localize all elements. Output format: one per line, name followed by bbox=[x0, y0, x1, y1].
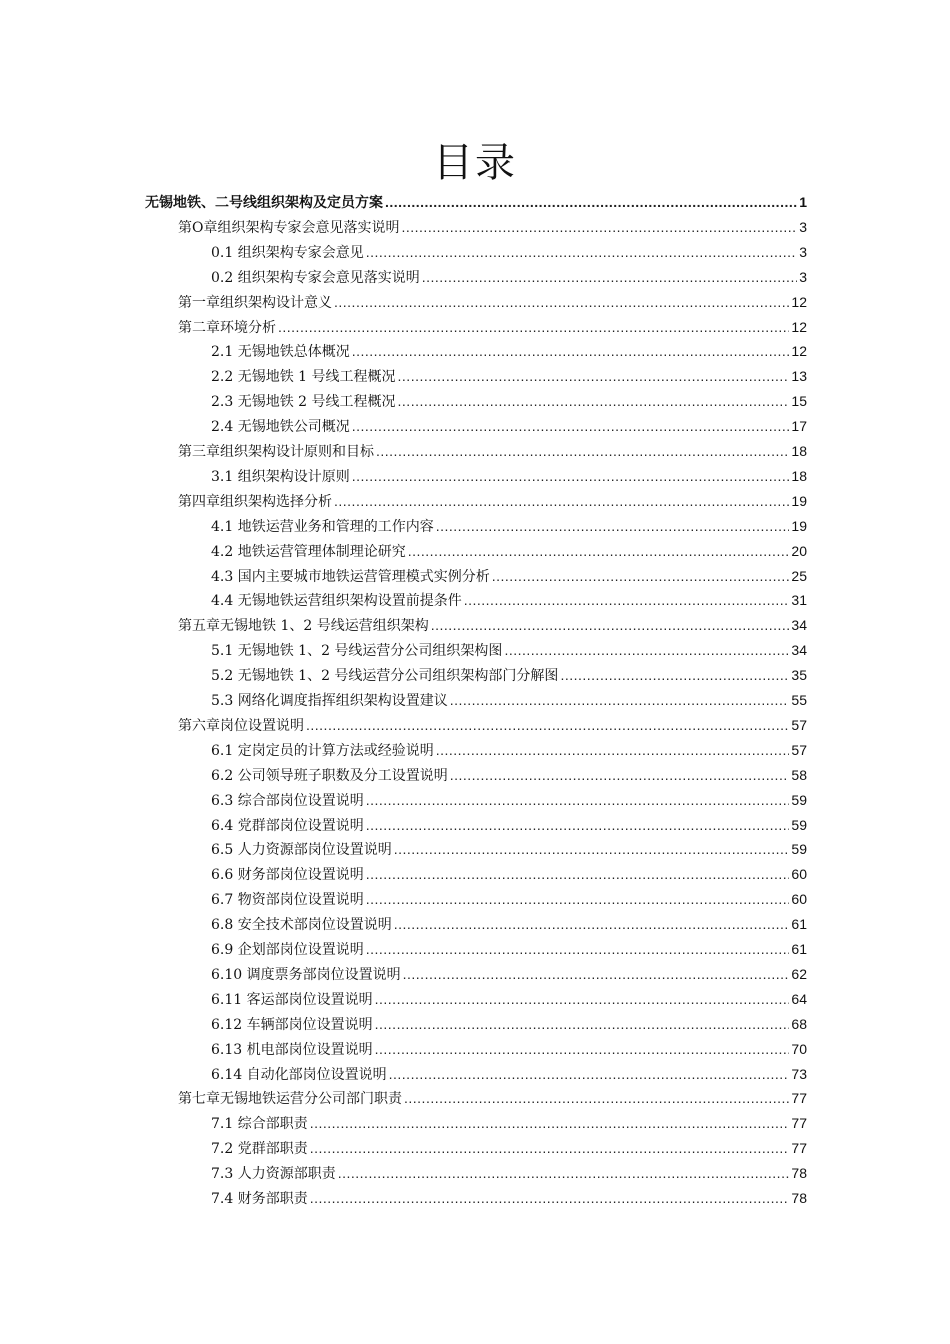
dot-leader bbox=[403, 962, 790, 986]
toc-entry[interactable] bbox=[178, 713, 807, 737]
toc-entry-label: 6.2 公司领导班子职数及分工设置说明 bbox=[211, 767, 448, 784]
toc-entry[interactable] bbox=[211, 564, 807, 588]
toc-entry[interactable] bbox=[145, 190, 807, 214]
dot-leader bbox=[394, 837, 790, 861]
dot-leader bbox=[375, 987, 790, 1011]
toc-entry[interactable] bbox=[178, 613, 807, 637]
toc-entry-label: 2.4 无锡地铁公司概况 bbox=[211, 419, 350, 436]
toc-entry[interactable] bbox=[211, 862, 807, 886]
toc-entry-label: 4.1 地铁运营业务和管理的工作内容 bbox=[211, 518, 434, 535]
toc-entry-page-number: 59 bbox=[791, 816, 807, 833]
toc-entry[interactable] bbox=[178, 215, 807, 239]
toc-entry[interactable] bbox=[211, 1062, 807, 1086]
toc-entry-page-number: 25 bbox=[791, 567, 807, 584]
toc-entry-label: 6.4 党群部岗位设置说明 bbox=[211, 817, 364, 834]
toc-entry-page-number: 17 bbox=[791, 418, 807, 435]
dot-leader bbox=[310, 1136, 790, 1160]
toc-entry-label: 6.14 自动化部岗位设置说明 bbox=[211, 1066, 387, 1083]
toc-entry[interactable] bbox=[178, 489, 807, 513]
toc-entry-label: 6.1 定岗定员的计算方法或经验说明 bbox=[211, 742, 434, 759]
toc-entry[interactable] bbox=[211, 265, 807, 289]
toc-entry-page-number: 12 bbox=[791, 293, 807, 310]
toc-entry-label: 5.3 网络化调度指挥组织架构设置建议 bbox=[211, 693, 448, 709]
toc-entry-label: 无锡地铁、二号线组织架构及定员方案 bbox=[145, 195, 383, 211]
toc-entry-page-number: 15 bbox=[791, 393, 807, 410]
toc-entry-page-number: 73 bbox=[791, 1065, 807, 1082]
toc-entry-label: 4.2 地铁运营管理体制理论研究 bbox=[211, 543, 406, 560]
toc-entry-page-number: 59 bbox=[791, 791, 807, 808]
toc-entry[interactable] bbox=[178, 1086, 807, 1110]
toc-entry[interactable] bbox=[211, 514, 807, 538]
toc-entry-page-number: 19 bbox=[791, 492, 807, 509]
dot-leader bbox=[404, 1086, 789, 1110]
dot-leader bbox=[504, 638, 789, 662]
toc-entry-page-number: 78 bbox=[791, 1190, 807, 1206]
toc-entry-page-number: 12 bbox=[791, 343, 807, 360]
toc-entry-page-number: 31 bbox=[791, 592, 807, 609]
toc-entry-label: 6.10 调度票务部岗位设置说明 bbox=[211, 966, 401, 983]
toc-entry[interactable] bbox=[211, 688, 807, 712]
dot-leader bbox=[385, 190, 797, 214]
dot-leader bbox=[375, 1012, 790, 1036]
toc-entry-label: 7.2 党群部职责 bbox=[211, 1141, 308, 1158]
toc-entry-page-number: 13 bbox=[791, 368, 807, 385]
toc-entry-label: 5.1 无锡地铁 1、2 号线运营分公司组织架构图 bbox=[211, 643, 503, 660]
toc-entry-label: 6.13 机电部岗位设置说明 bbox=[211, 1041, 373, 1058]
toc-entry[interactable] bbox=[211, 414, 807, 438]
toc-entry-label: 7.3 人力资源部职责 bbox=[211, 1166, 336, 1183]
dot-leader bbox=[352, 464, 790, 488]
toc-entry-label: 第一章组织架构设计意义 bbox=[178, 294, 332, 311]
toc-entry-page-number: 60 bbox=[791, 891, 807, 908]
toc-entry-label: 6.12 车辆部岗位设置说明 bbox=[211, 1016, 373, 1033]
toc-entry[interactable] bbox=[211, 1111, 807, 1135]
toc-entry-label: 2.2 无锡地铁 1 号线工程概况 bbox=[211, 369, 396, 386]
toc-entry-page-number: 55 bbox=[791, 692, 807, 708]
toc-entry-label: 6.11 客运部岗位设置说明 bbox=[211, 991, 373, 1008]
toc-entry-page-number: 3 bbox=[799, 218, 807, 235]
dot-leader bbox=[560, 663, 789, 687]
toc-entry-page-number: 3 bbox=[799, 268, 807, 285]
toc-entry-label: 7.1 综合部职责 bbox=[211, 1116, 308, 1133]
dot-leader bbox=[278, 315, 789, 339]
toc-entry-page-number: 60 bbox=[791, 866, 807, 883]
dot-leader bbox=[366, 813, 790, 837]
dot-leader bbox=[334, 489, 789, 513]
toc-entry[interactable] bbox=[211, 788, 807, 812]
toc-entry-page-number: 57 bbox=[791, 741, 807, 758]
toc-entry-label: 第五章无锡地铁 1、2 号线运营组织架构 bbox=[178, 618, 429, 635]
dot-leader bbox=[352, 339, 790, 363]
dot-leader bbox=[310, 1111, 790, 1135]
toc-entry-page-number: 20 bbox=[791, 542, 807, 559]
toc-entry-label: 第六章岗位设置说明 bbox=[178, 717, 304, 734]
toc-entry-page-number: 70 bbox=[791, 1040, 807, 1057]
dot-leader bbox=[436, 514, 790, 538]
dot-leader bbox=[422, 265, 797, 289]
toc-entry[interactable] bbox=[211, 663, 807, 687]
toc-entry[interactable] bbox=[211, 339, 807, 363]
dot-leader bbox=[310, 1186, 790, 1210]
toc-entry[interactable] bbox=[178, 315, 807, 339]
dot-leader bbox=[398, 364, 790, 388]
toc-entry-label: 6.7 物资部岗位设置说明 bbox=[211, 892, 364, 909]
toc-entry[interactable] bbox=[211, 987, 807, 1011]
dot-leader bbox=[352, 414, 790, 438]
toc-entry-page-number: 77 bbox=[791, 1115, 807, 1132]
toc-entry-label: 第二章环境分析 bbox=[178, 319, 276, 336]
toc-entry-page-number: 12 bbox=[791, 318, 807, 335]
dot-leader bbox=[492, 564, 790, 588]
dot-leader bbox=[408, 539, 790, 563]
dot-leader bbox=[366, 240, 797, 264]
dot-leader bbox=[306, 713, 789, 737]
toc-entry-page-number: 35 bbox=[791, 667, 807, 684]
toc-entry[interactable] bbox=[211, 837, 807, 861]
toc-entry-label: 2.1 无锡地铁总体概况 bbox=[211, 344, 350, 361]
toc-entry-page-number: 59 bbox=[791, 841, 807, 858]
toc-entry-page-number: 77 bbox=[791, 1090, 807, 1107]
toc-entry-page-number: 68 bbox=[791, 1015, 807, 1032]
toc-entry-label: 6.8 安全技术部岗位设置说明 bbox=[211, 917, 392, 934]
dot-leader bbox=[334, 290, 789, 314]
toc-entry-page-number: 77 bbox=[791, 1140, 807, 1157]
toc-entry-page-number: 61 bbox=[791, 916, 807, 933]
toc-entry-label: 6.9 企划部岗位设置说明 bbox=[211, 942, 364, 958]
dot-leader bbox=[450, 763, 790, 787]
toc-entry-label: 第四章组织架构选择分析 bbox=[178, 493, 332, 510]
toc-entry[interactable] bbox=[211, 464, 807, 488]
dot-leader bbox=[366, 887, 790, 911]
toc-entry-label: 4.3 国内主要城市地铁运营管理模式实例分析 bbox=[211, 568, 490, 585]
toc-entry-label: 6.5 人力资源部岗位设置说明 bbox=[211, 842, 392, 859]
toc-entry-label: 0.2 组织架构专家会意见落实说明 bbox=[211, 269, 420, 286]
toc-entry[interactable] bbox=[211, 813, 807, 837]
toc-entry-page-number: 61 bbox=[791, 941, 807, 957]
dot-leader bbox=[464, 588, 790, 612]
toc-entry-label: 7.4 财务部职责 bbox=[211, 1191, 308, 1207]
toc-entry-page-number: 34 bbox=[791, 642, 807, 659]
toc-entry[interactable] bbox=[211, 887, 807, 911]
toc-entry[interactable] bbox=[211, 638, 807, 662]
toc-entry[interactable] bbox=[211, 962, 807, 986]
toc-entry[interactable] bbox=[211, 240, 807, 264]
toc-entry-label: 4.4 无锡地铁运营组织架构设置前提条件 bbox=[211, 593, 462, 610]
dot-leader bbox=[436, 738, 790, 762]
toc-entry-label: 第七章无锡地铁运营分公司部门职责 bbox=[178, 1091, 402, 1108]
toc-entry[interactable] bbox=[211, 912, 807, 936]
dot-leader bbox=[375, 1037, 790, 1061]
toc-entry-page-number: 34 bbox=[791, 617, 807, 634]
toc-entry[interactable] bbox=[211, 763, 807, 787]
toc-entry-label: 3.1 组织架构设计原则 bbox=[211, 468, 350, 485]
dot-leader bbox=[366, 937, 790, 961]
dot-leader bbox=[398, 389, 790, 413]
toc-entry-page-number: 3 bbox=[799, 243, 807, 260]
toc-entry[interactable] bbox=[211, 1161, 807, 1185]
toc-entry-label: 5.2 无锡地铁 1、2 号线运营分公司组织架构部门分解图 bbox=[211, 668, 559, 685]
toc-entry-page-number: 18 bbox=[791, 443, 807, 459]
toc-entry[interactable] bbox=[178, 290, 807, 314]
toc-entry-page-number: 64 bbox=[791, 990, 807, 1007]
toc-entry[interactable] bbox=[211, 1136, 807, 1160]
toc-entry[interactable] bbox=[211, 738, 807, 762]
toc-entry[interactable] bbox=[211, 588, 807, 612]
toc-entry[interactable] bbox=[211, 389, 807, 413]
dot-leader bbox=[394, 912, 790, 936]
toc-entry[interactable] bbox=[211, 1186, 807, 1210]
dot-leader bbox=[431, 613, 790, 637]
toc-entry-label: 0.1 组织架构专家会意见 bbox=[211, 244, 364, 261]
toc-entry-label: 6.3 综合部岗位设置说明 bbox=[211, 792, 364, 809]
toc-entry-page-number: 58 bbox=[791, 766, 807, 783]
toc-entry-page-number: 19 bbox=[791, 517, 807, 534]
toc-entry-label: 第O章组织架构专家会意见落实说明 bbox=[178, 219, 400, 236]
toc-entry-page-number: 62 bbox=[791, 965, 807, 982]
toc-entry[interactable] bbox=[211, 364, 807, 388]
toc-entry[interactable] bbox=[211, 539, 807, 563]
dot-leader bbox=[338, 1161, 790, 1185]
dot-leader bbox=[401, 215, 797, 239]
dot-leader bbox=[376, 439, 789, 463]
toc-entry-page-number: 18 bbox=[791, 467, 807, 484]
dot-leader bbox=[450, 688, 790, 712]
toc-entry-label: 6.6 财务部岗位设置说明 bbox=[211, 867, 364, 884]
dot-leader bbox=[389, 1062, 790, 1086]
dot-leader bbox=[366, 862, 790, 886]
toc-entry-page-number: 78 bbox=[791, 1165, 807, 1182]
dot-leader bbox=[366, 788, 790, 812]
toc-entry[interactable] bbox=[211, 1012, 807, 1036]
toc-entry-label: 2.3 无锡地铁 2 号线工程概况 bbox=[211, 394, 396, 411]
toc-entry[interactable] bbox=[178, 439, 807, 463]
toc-entry[interactable] bbox=[211, 1037, 807, 1061]
toc-entry-page-number: 1 bbox=[799, 194, 807, 210]
toc-entry-page-number: 57 bbox=[791, 716, 807, 733]
toc-entry[interactable] bbox=[211, 937, 807, 961]
toc-entry-label: 第三章组织架构设计原则和目标 bbox=[178, 444, 374, 460]
page-title: 目录 bbox=[433, 139, 517, 186]
